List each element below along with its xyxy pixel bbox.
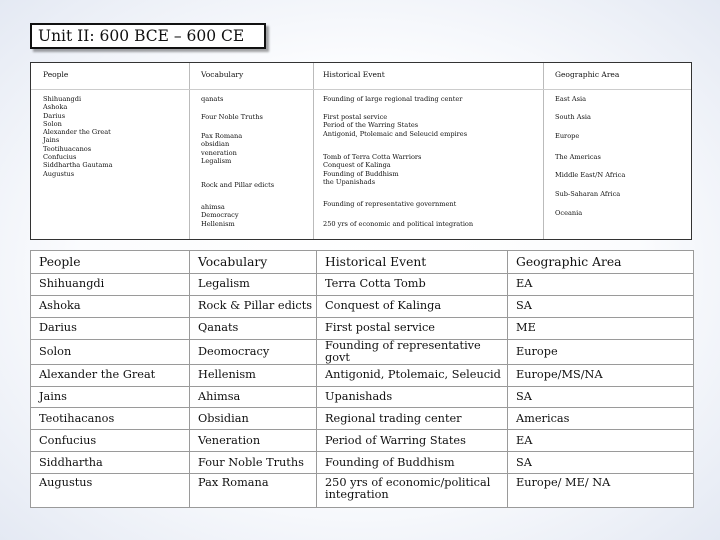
geo-item: Middle East/N Africa [555, 171, 626, 179]
people-list [43, 95, 113, 178]
cell-geo: Europe [508, 339, 694, 364]
answer-table [30, 250, 694, 508]
event-item: Antigonid, Ptolemaic and Seleucid empires [323, 129, 468, 138]
event-item: Founding of representative government [323, 200, 457, 208]
cell-event: Conquest of Kalinga [317, 295, 508, 317]
people-item: Teotihuacanos [43, 144, 92, 153]
event-item: the Upanishads [323, 177, 376, 186]
people-item: Jains [43, 136, 60, 145]
vocab-item: Legalism [201, 156, 232, 165]
cell-vocabulary: Legalism [190, 274, 317, 296]
terms-header-people: People [43, 70, 69, 79]
event-item: 250 yrs of economic and political integration [323, 220, 474, 228]
terms-header-vocabulary: Vocabulary [201, 70, 244, 79]
geo-item: Europe [555, 132, 580, 140]
geo-item: East Asia [555, 95, 587, 103]
header-people: People [31, 251, 190, 274]
unit-title: Unit II: 600 BCE – 600 CE [30, 23, 266, 49]
cell-geo: Americas [508, 408, 694, 430]
event-group [323, 153, 421, 186]
cell-vocabulary: Pax Romana [190, 474, 317, 508]
people-item: Confucius [43, 153, 77, 162]
cell-geo: SA [508, 386, 694, 408]
vocab-item: Rock and Pillar edicts [201, 181, 275, 189]
cell-geo: Europe/ ME/ NA [508, 474, 694, 508]
cell-event: Period of Warring States [317, 430, 508, 452]
geo-item: Sub-Saharan Africa [555, 190, 621, 198]
table-row [31, 386, 694, 408]
cell-event: Terra Cotta Tomb [317, 274, 508, 296]
cell-vocabulary: Qanats [190, 317, 317, 339]
table-row [31, 317, 694, 339]
cell-vocabulary: Four Noble Truths [190, 452, 317, 474]
event-item: First postal service [323, 113, 388, 121]
cell-people: Jains [31, 386, 190, 408]
terms-header-geo: Geographic Area [555, 70, 620, 79]
table-row [31, 339, 694, 364]
vocab-item: Democracy [201, 211, 239, 220]
cell-vocabulary: Obsidian [190, 408, 317, 430]
people-item: Siddhartha Gautama [43, 161, 113, 170]
cell-vocabulary: Deomocracy [190, 339, 317, 364]
cell-vocabulary: Ahimsa [190, 386, 317, 408]
event-item: Conquest of Kalinga [323, 161, 391, 170]
event-group [323, 113, 467, 138]
cell-people: Solon [31, 339, 190, 364]
cell-people: Darius [31, 317, 190, 339]
cell-people: Siddhartha [31, 452, 190, 474]
vocab-item: obsidian [201, 140, 230, 149]
header-divider [31, 89, 691, 90]
cell-geo: ME [508, 317, 694, 339]
cell-event: Antigonid, Ptolemaic, Seleucid [317, 364, 508, 386]
cell-vocabulary: Rock & Pillar edicts [190, 295, 317, 317]
cell-geo: SA [508, 452, 694, 474]
vocab-item: qanats [201, 95, 224, 103]
event-item: Tomb of Terra Cotta Warriors [323, 153, 422, 161]
cell-people: Augustus [31, 474, 190, 508]
cell-geo: SA [508, 295, 694, 317]
geo-item: South Asia [555, 113, 591, 121]
cell-event: 250 yrs of economic/political integration [317, 474, 508, 508]
vocab-group [201, 132, 242, 165]
cell-geo: EA [508, 430, 694, 452]
terms-header-event: Historical Event [323, 70, 385, 79]
table-row [31, 274, 694, 296]
people-item: Ashoka [43, 103, 68, 112]
cell-people: Confucius [31, 430, 190, 452]
table-header-row [31, 251, 694, 274]
cell-event: Upanishads [317, 386, 508, 408]
cell-people: Teotihacanos [31, 408, 190, 430]
cell-event: Founding of Buddhism [317, 452, 508, 474]
people-item: Darius [43, 111, 66, 120]
table-row [31, 408, 694, 430]
cell-people: Alexander the Great [31, 364, 190, 386]
cell-geo: Europe/MS/NA [508, 364, 694, 386]
vocab-item: ahimsa [201, 203, 225, 211]
people-item: Alexander the Great [43, 128, 111, 137]
table-row [31, 295, 694, 317]
cell-vocabulary: Veneration [190, 430, 317, 452]
table-row [31, 430, 694, 452]
vocab-group [201, 203, 239, 228]
vocab-item: Four Noble Truths [201, 113, 263, 121]
header-vocabulary: Vocabulary [190, 251, 317, 274]
cell-event: Regional trading center [317, 408, 508, 430]
vocab-item: veneration [201, 148, 237, 157]
header-event: Historical Event [317, 251, 508, 274]
vocab-item: Hellenism [201, 219, 235, 228]
cell-people: Shihuangdi [31, 274, 190, 296]
cell-geo: EA [508, 274, 694, 296]
cell-event: Founding of representative govt [317, 339, 508, 364]
header-geo: Geographic Area [508, 251, 694, 274]
table-row [31, 364, 694, 386]
geo-item: The Americas [555, 153, 601, 161]
table-row [31, 474, 694, 508]
cell-event: First postal service [317, 317, 508, 339]
cell-vocabulary: Hellenism [190, 364, 317, 386]
table-row [31, 452, 694, 474]
geo-item: Oceania [555, 209, 583, 217]
cell-people: Ashoka [31, 295, 190, 317]
vocab-item: Pax Romana [201, 132, 243, 140]
people-item: Solon [43, 119, 62, 128]
event-item: Founding of large regional trading center [323, 95, 463, 103]
event-item: Period of the Warring States [323, 121, 419, 130]
terms-table [30, 62, 692, 240]
event-item: Founding of Buddhism [323, 169, 399, 178]
people-item: Augustus [43, 169, 75, 178]
people-item: Shihuangdi [43, 95, 82, 103]
